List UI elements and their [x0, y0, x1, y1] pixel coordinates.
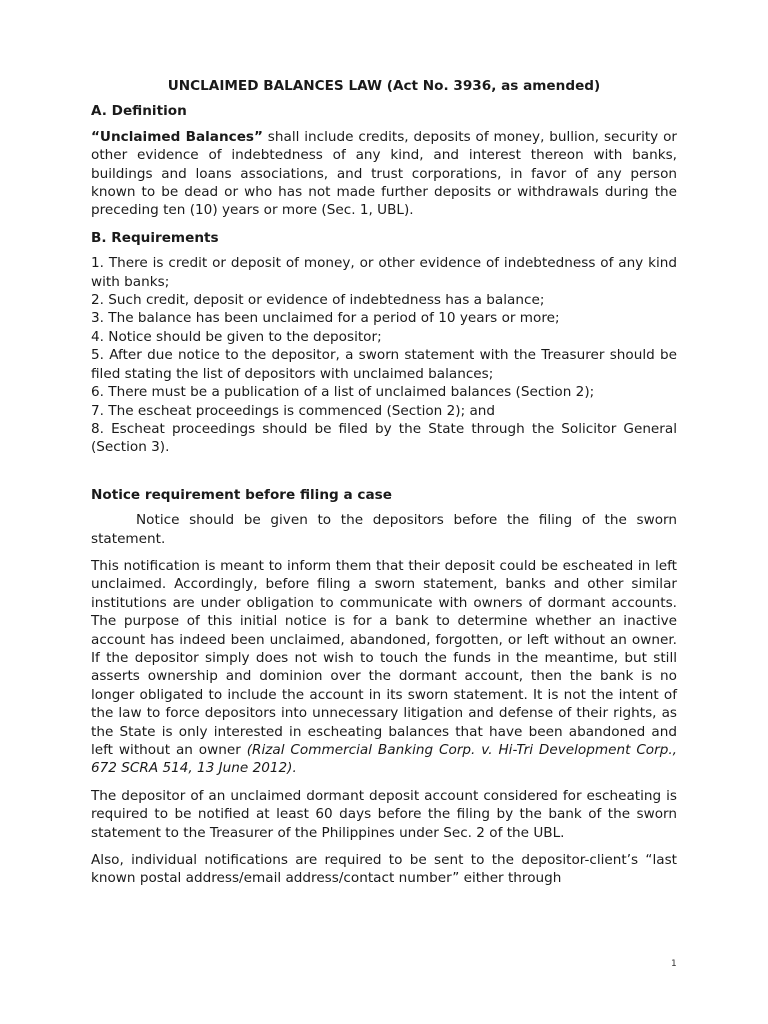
document-body — [91, 77, 677, 897]
list-item: 8. Escheat proceedings should be filed by the State through the Solicitor General (Section 3). — [91, 420, 677, 456]
requirements-list — [91, 254, 677, 456]
definition-paragraph — [91, 128, 677, 220]
list-item: 1. There is credit or deposit of money, or other evidence of indebtedness of any kind with banks; — [91, 255, 677, 290]
list-item: 2. Such credit, deposit or evidence of indebtedness has a balance; — [91, 292, 545, 309]
list-item: 6. There must be a publication of a list of unclaimed balances (Section 2); — [91, 384, 595, 401]
heading-requirements: B. Requirements — [91, 229, 219, 246]
heading-definition: A. Definition — [91, 103, 187, 120]
notice-paragraph-1: Notice should be given to the depositors before the filing of the sworn statement. — [91, 512, 677, 547]
heading-notice-requirement: Notice requirement before filing a case — [91, 486, 392, 503]
list-item: 5. After due notice to the depositor, a sworn statement with the Treasurer should be filed stating the list of depositors with unclaimed balances; — [91, 347, 677, 382]
notice-paragraph-2 — [91, 557, 677, 778]
list-item: 4. Notice should be given to the depositor; — [91, 328, 382, 345]
document-title: UNCLAIMED BALANCES LAW (Act No. 3936, as amended) — [167, 78, 601, 94]
spacer — [91, 466, 677, 486]
notice-paragraph-4: Also, individual notifications are required to be sent to the depositor-client’s “last known postal address/email address/contact number” either through — [91, 852, 677, 887]
list-item: 7. The escheat proceedings is commenced (Section 2); and — [91, 402, 496, 419]
case-citation: (Rizal Commercial Banking Corp. v. Hi-Tri Development Corp., 672 SCRA 514, 13 June 2012). — [91, 742, 677, 777]
list-item: 3. The balance has been unclaimed for a period of 10 years or more; — [91, 310, 560, 327]
defined-term: “Unclaimed Balances” — [91, 128, 263, 145]
definition-text: shall include credits, deposits of money, bullion, security or other evidence of indebtedness of any kind, and interest thereon with banks, buildings and loans associations, and trust corporations, in favor of any person known to be dead or who has not made further deposits or withdrawals during the preceding ten (10) years or more (Sec. 1, UBL). — [91, 128, 677, 219]
notice-paragraph-3: The depositor of an unclaimed dormant deposit account considered for escheating is required to be notified at least 60 days before the filing by the bank of the sworn statement to the Treasurer of the Philippines under Sec. 2 of the UBL. — [91, 787, 677, 841]
page-number: 1 — [671, 959, 677, 969]
notice-paragraph-2-text: This notification is meant to inform them that their deposit could be escheated in left unclaimed. Accordingly, before filing a sworn statement, banks and other similar institutions are under obligation to communicate with owners of dormant accounts. The purpose of this initial notice is for a bank to determine whether an inactive account has indeed been unclaimed, abandoned, forgotten, or left without an owner. If the depositor simply does not wish to touch the funds in the meantime, but still asserts ownership and dominion over the dormant account, then the bank is no longer obligated to include the account in its sworn statement. It is not the intent of the law to force depositors into unnecessary litigation and defense of their rights, as the State is only interested in escheating balances that have been abandoned and left without an owner — [91, 557, 677, 758]
